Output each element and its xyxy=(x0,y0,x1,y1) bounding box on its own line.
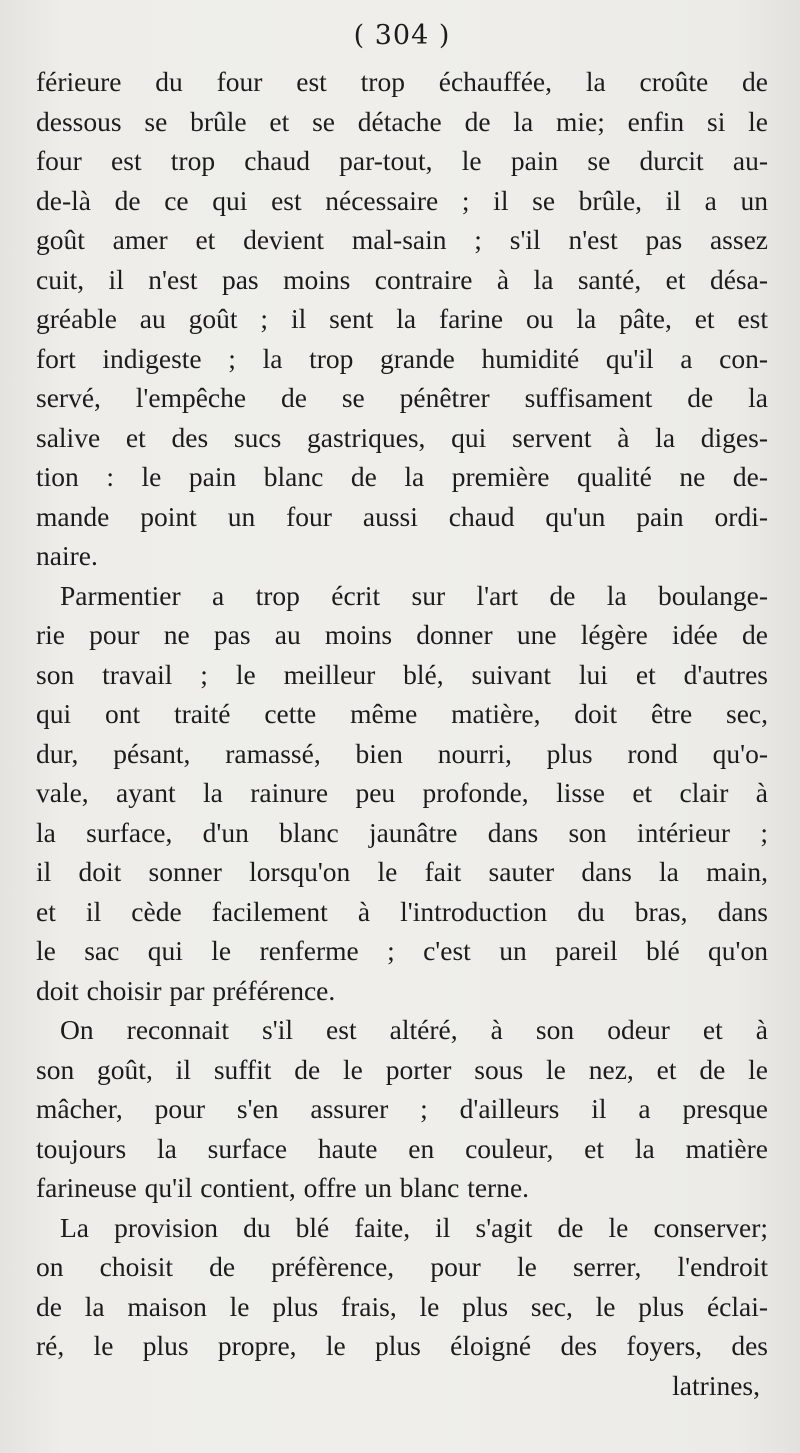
text-line: farineuse qu'il contient, offre un blanc terne. xyxy=(36,1172,530,1203)
text-line: dessous se brûle et se détache de la mie; enfin si le xyxy=(36,105,768,137)
text-line: férieure du four est trop échauffée, la croûte de xyxy=(36,66,768,97)
page-number: ( 304 ) xyxy=(353,20,451,51)
text-line: et il cède facilement à l'introduction du bras, dans xyxy=(36,895,768,927)
text-line: on choisit de préfèrence, pour le serrer, l'endroit xyxy=(36,1251,768,1282)
text-line: son travail ; le meilleur blé, suivant lui et d'autres xyxy=(36,658,768,690)
paragraph-2 xyxy=(36,576,768,1011)
paragraph-4 xyxy=(36,1208,768,1366)
text-line: tion : le pain blanc de la première qualité ne de- xyxy=(36,461,768,492)
text-line: la surface, d'un blanc jaunâtre dans son intérieur ; xyxy=(36,816,768,848)
text-line: dur, pésant, ramassé, bien nourri, plus rond qu'o- xyxy=(36,737,768,769)
text-line: On reconnait s'il est altéré, à son odeur et à xyxy=(60,1014,768,1045)
text-line: cuit, il n'est pas moins contraire à la santé, et désa- xyxy=(36,263,768,295)
text-line: rie pour ne pas au moins donner une légère idée de xyxy=(36,619,768,650)
text-line: toujours la surface haute en couleur, et la matière xyxy=(36,1132,768,1164)
page-body xyxy=(36,62,768,1405)
paragraph-1 xyxy=(36,62,768,576)
text-line: servé, l'empêche de se pénêtrer suffisament de la xyxy=(36,382,768,413)
catchword: latrines, xyxy=(672,1369,760,1401)
text-line: salive et des sucs gastriques, qui servent à la diges- xyxy=(36,421,768,453)
text-line: goût amer et devient mal-sain ; s'il n'est pas assez xyxy=(36,224,768,255)
text-line: ré, le plus propre, le plus éloigné des foyers, des xyxy=(36,1330,768,1361)
text-line: naire. xyxy=(36,540,98,571)
text-line: fort indigeste ; la trop grande humidité qu'il a con- xyxy=(36,342,768,374)
paragraph-3 xyxy=(36,1010,768,1208)
text-line: mande point un four aussi chaud qu'un pain ordi- xyxy=(36,500,768,532)
text-line: doit choisir par préférence. xyxy=(36,974,336,1006)
text-line: il doit sonner lorsqu'on le fait sauter dans la main, xyxy=(36,856,768,887)
text-line: le sac qui le renferme ; c'est un pareil blé qu'on xyxy=(36,935,768,966)
text-line: de la maison le plus frais, le plus sec, le plus éclai- xyxy=(36,1290,768,1322)
text-line: vale, ayant la rainure peu profonde, lisse et clair à xyxy=(36,777,768,808)
text-line: Parmentier a trop écrit sur l'art de la boulange- xyxy=(60,579,768,611)
text-line: four est trop chaud par-tout, le pain se durcit au- xyxy=(36,145,768,176)
text-line: gréable au goût ; il sent la farine ou la pâte, et est xyxy=(36,303,768,334)
text-line: de-là de ce qui est nécessaire ; il se brûle, il a un xyxy=(36,184,768,216)
text-line: qui ont traité cette même matière, doit être sec, xyxy=(36,698,768,729)
text-line: La provision du blé faite, il s'agit de le conserver; xyxy=(60,1211,768,1243)
text-line: son goût, il suffit de le porter sous le nez, et de le xyxy=(36,1053,768,1085)
text-line: mâcher, pour s'en assurer ; d'ailleurs il a presque xyxy=(36,1093,768,1124)
